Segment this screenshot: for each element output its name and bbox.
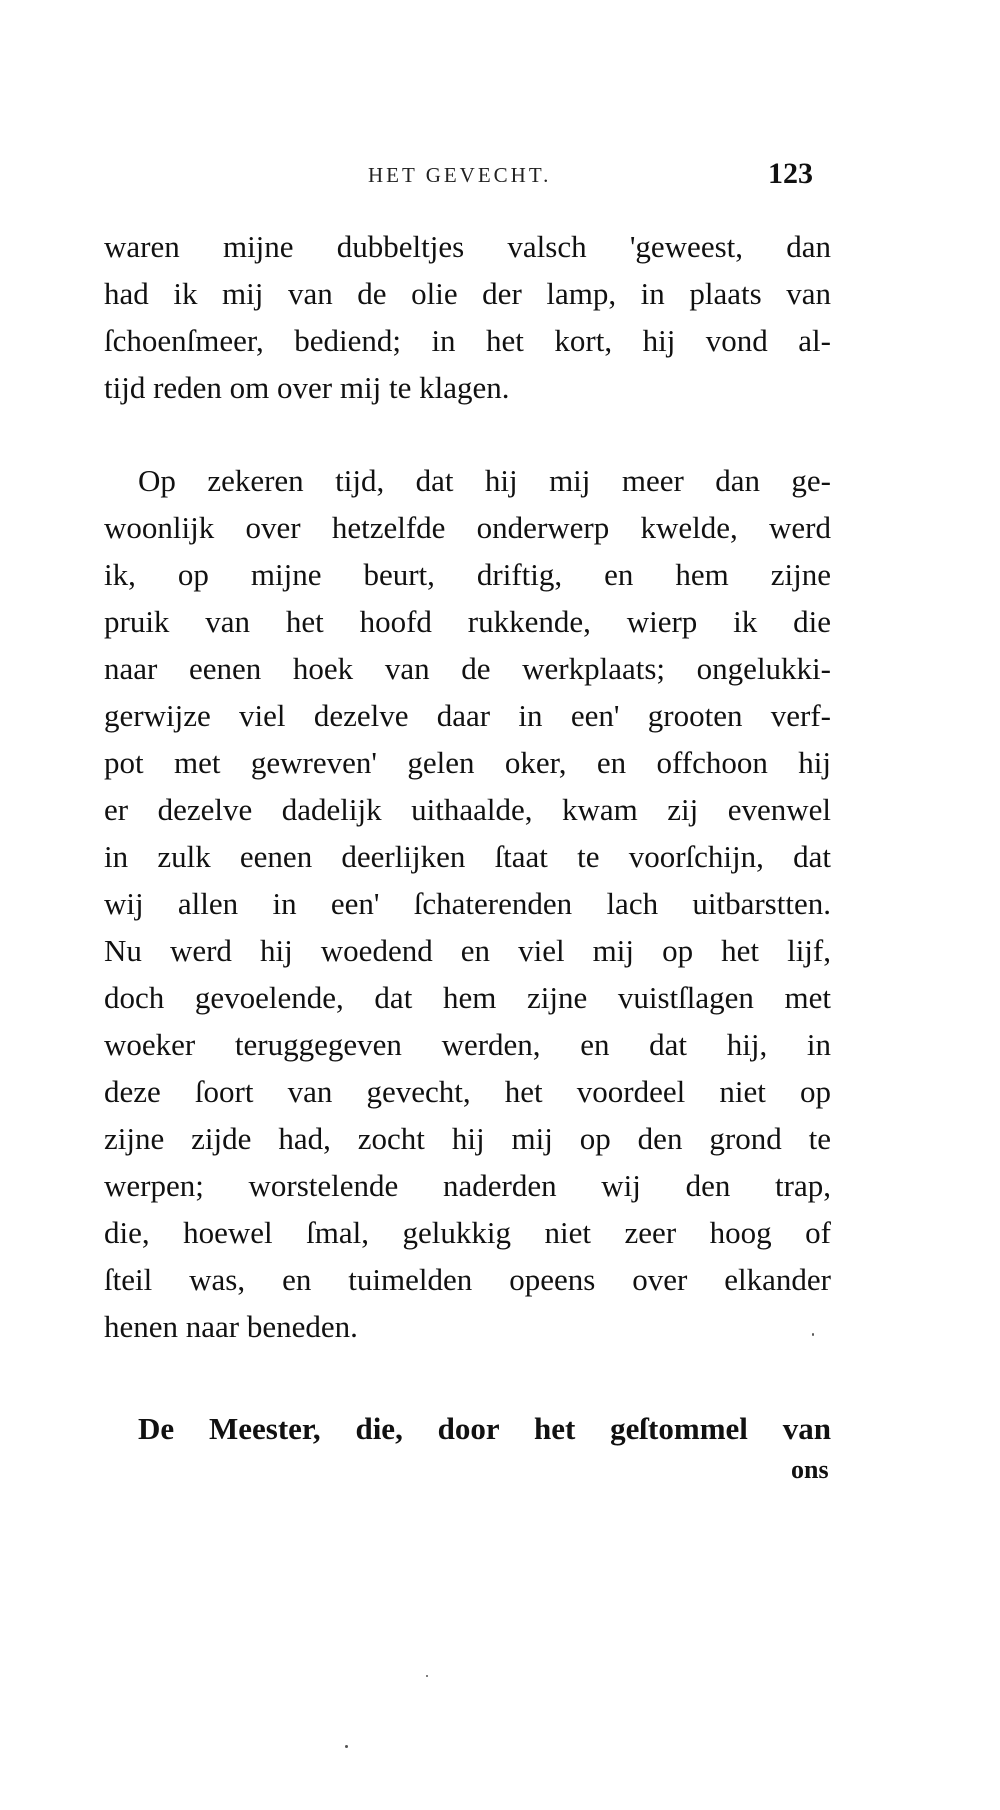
page-header xyxy=(0,157,1000,199)
text-line: werpen; worstelende naderden wij den trap, xyxy=(104,1168,831,1203)
paper-speck xyxy=(426,1675,428,1677)
running-title: HET GEVECHT. xyxy=(368,163,552,187)
text-line: ik, op mijne beurt, driftig, en hem zijne xyxy=(104,557,831,592)
text-line: gerwijze viel dezelve daar in een' grooten verf- xyxy=(104,698,831,733)
text-line: pot met gewreven' gelen oker, en offchoon hij xyxy=(104,745,831,780)
text-line: De Meester, die, door het geſtommel van xyxy=(138,1411,831,1446)
text-line: er dezelve dadelijk uithaalde, kwam zij evenwel xyxy=(104,792,831,827)
text-line: zijne zijde had, zocht hij mij op den grond te xyxy=(104,1121,831,1156)
text-line: waren mijne dubbeltjes valsch 'geweest, dan xyxy=(104,229,831,264)
text-line: had ik mij van de olie der lamp, in plaats van xyxy=(104,276,831,311)
text-line: tijd reden om over mij te klagen. xyxy=(104,370,510,405)
text-line: in zulk eenen deerlijken ſtaat te voorſchijn, dat xyxy=(104,839,831,874)
text-line: deze ſoort van gevecht, het voordeel niet op xyxy=(104,1074,831,1109)
catchword: ons xyxy=(791,1455,829,1484)
text-line: doch gevoelende, dat hem zijne vuistſlagen met xyxy=(104,980,831,1015)
text-line: ſchoenſmeer, bediend; in het kort, hij vond al- xyxy=(104,323,831,358)
paragraph-2 xyxy=(104,457,831,1350)
page-number: 123 xyxy=(768,157,813,190)
text-line: ſteil was, en tuimelden opeens over elkander xyxy=(104,1262,831,1297)
text-line: pruik van het hoofd rukkende, wierp ik die xyxy=(104,604,831,639)
text-line: Op zekeren tijd, dat hij mij meer dan ge- xyxy=(138,463,831,498)
text-line: naar eenen hoek van de werkplaats; ongelukki- xyxy=(104,651,831,686)
paragraph-3 xyxy=(138,1405,831,1452)
text-line: woeker teruggegeven werden, en dat hij, in xyxy=(104,1027,831,1062)
text-line: woonlijk over hetzelfde onderwerp kwelde, werd xyxy=(104,510,831,545)
text-line: henen naar beneden. xyxy=(104,1309,358,1344)
paragraph-1 xyxy=(104,223,831,411)
paper-speck xyxy=(345,1745,348,1748)
text-line: wij allen in een' ſchaterenden lach uitbarstten. xyxy=(104,886,831,921)
text-line: Nu werd hij woedend en viel mij op het lijf, xyxy=(104,933,831,968)
paper-speck xyxy=(812,1333,814,1336)
text-line: die, hoewel ſmal, gelukkig niet zeer hoog of xyxy=(104,1215,831,1250)
